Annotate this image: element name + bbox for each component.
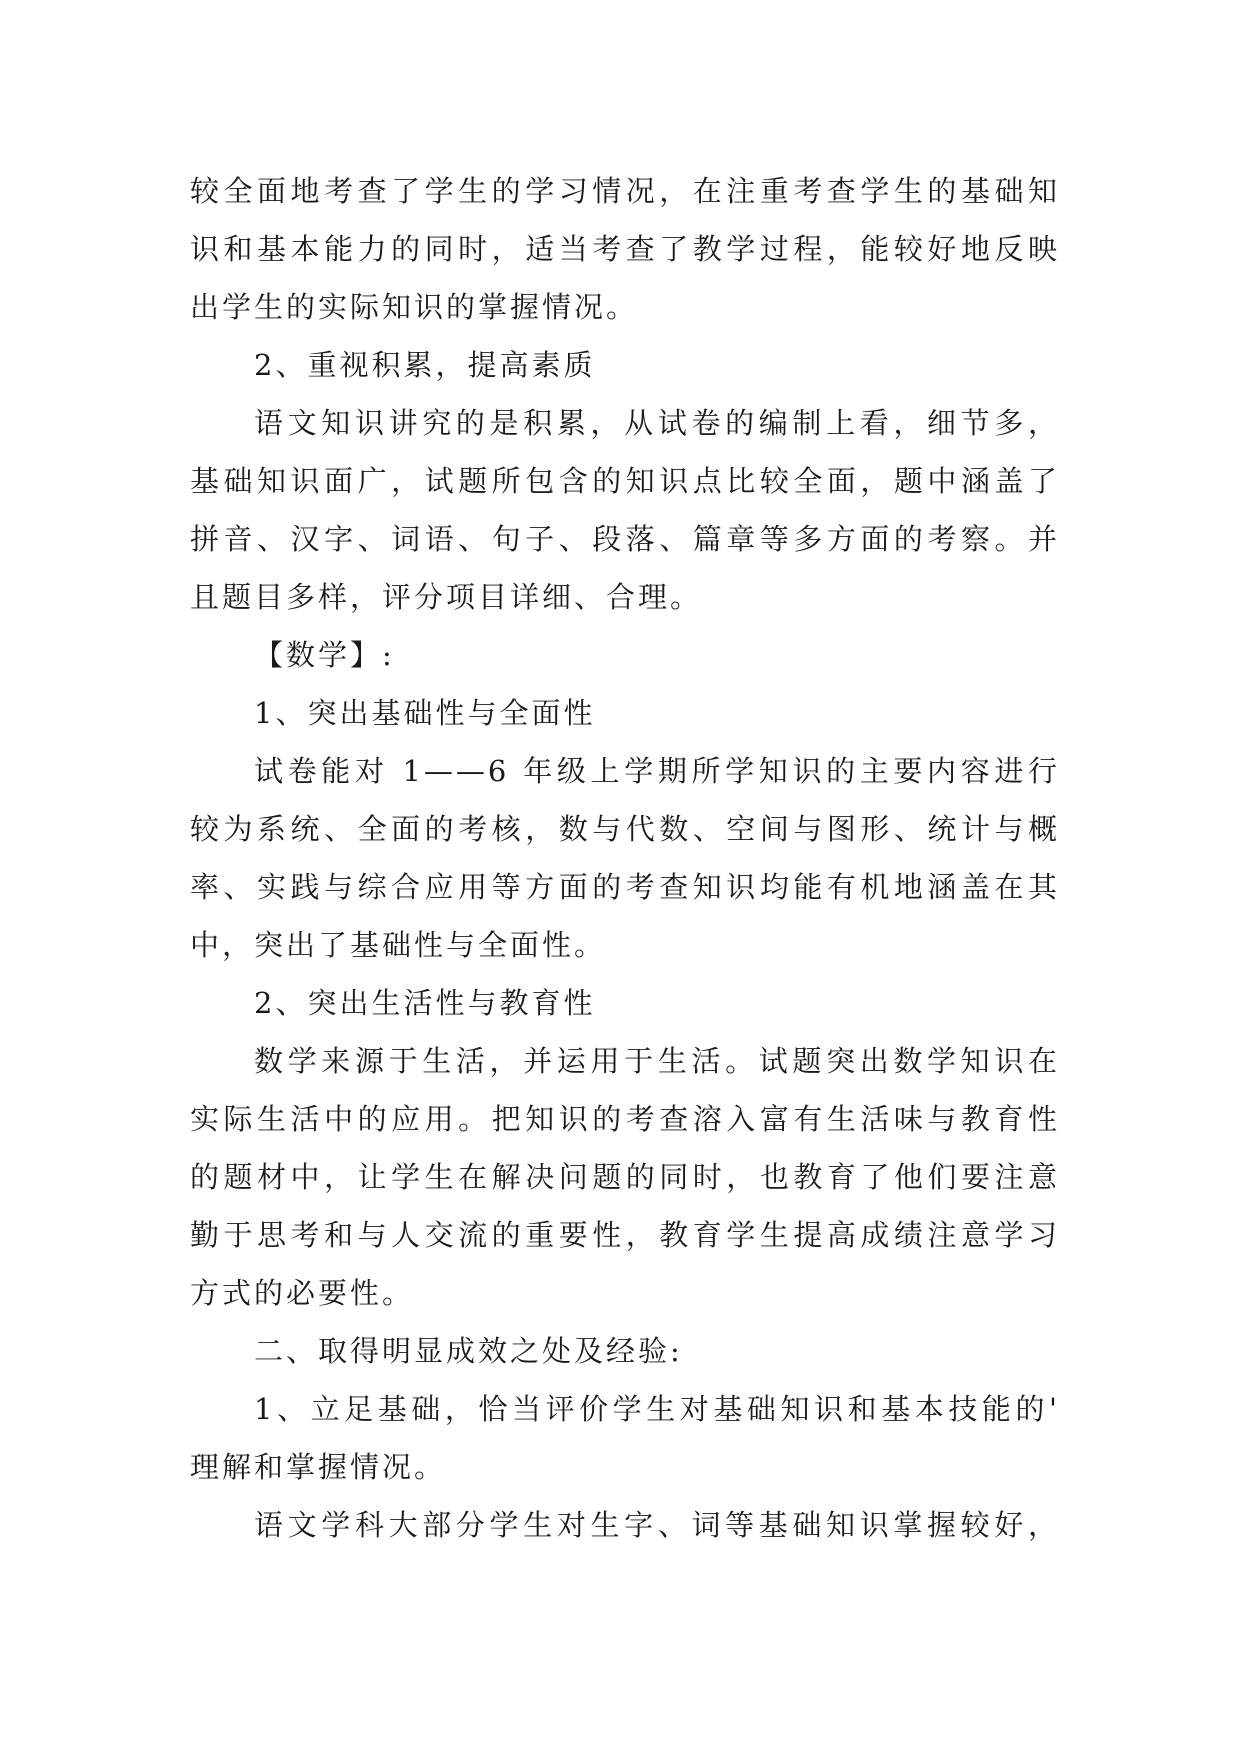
text-line: 且题目多样，评分项目详细、合理。 [190, 580, 703, 614]
text-line: 实际生活中的应用。把知识的考查溶入富有生活味与教育性 [190, 1102, 1060, 1136]
document-body [190, 162, 1060, 1554]
text-line: 率、实践与综合应用等方面的考查知识均能有机地涵盖在其 [190, 870, 1060, 904]
text-line: 基础知识面广，试题所包含的知识点比较全面，题中涵盖了 [190, 464, 1060, 498]
paragraph-start-line: 语文学科大部分学生对生字、词等基础知识掌握较好， [254, 1508, 1060, 1542]
text-line: 较全面地考查了学生的学习情况，在注重考查学生的基础知 [190, 174, 1060, 208]
subject-heading-math: 【数学】: [254, 638, 395, 672]
section-heading: 1、立足基础，恰当评价学生对基础知识和基本技能的' [254, 1392, 1060, 1426]
section-heading: 2、重视积累，提高素质 [254, 348, 596, 382]
paragraph-start-line: 试卷能对 1——6 年级上学期所学知识的主要内容进行 [254, 754, 1060, 788]
text-line: 方式的必要性。 [190, 1276, 415, 1310]
text-line: 中，突出了基础性与全面性。 [190, 928, 607, 962]
text-line: 识和基本能力的同时，适当考查了教学过程，能较好地反映 [190, 232, 1060, 266]
text-line: 出学生的实际知识的掌握情况。 [190, 290, 639, 324]
text-line: 的题材中，让学生在解决问题的同时，也教育了他们要注意 [190, 1160, 1060, 1194]
text-line: 较为系统、全面的考核，数与代数、空间与图形、统计与概 [190, 812, 1060, 846]
text-line: 勤于思考和与人交流的重要性，教育学生提高成绩注意学习 [190, 1218, 1060, 1252]
section-heading: 1、突出基础性与全面性 [254, 696, 596, 730]
section-heading: 2、突出生活性与教育性 [254, 986, 596, 1020]
paragraph-start-line: 数学来源于生活，并运用于生活。试题突出数学知识在 [254, 1044, 1060, 1078]
paragraph-start-line: 语文知识讲究的是积累，从试卷的编制上看，细节多， [254, 406, 1060, 440]
text-line: 拼音、汉字、词语、句子、段落、篇章等多方面的考察。并 [190, 522, 1060, 556]
chapter-heading: 二、取得明显成效之处及经验: [254, 1334, 683, 1368]
text-line: 理解和掌握情况。 [190, 1450, 447, 1484]
